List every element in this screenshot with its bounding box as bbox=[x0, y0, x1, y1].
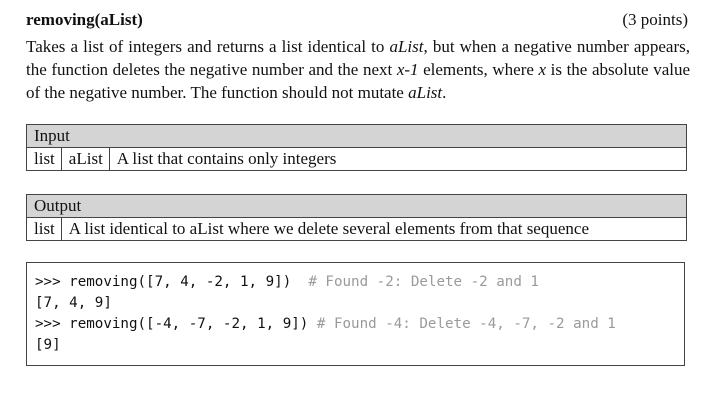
param-name: aList bbox=[62, 148, 110, 170]
return-type: list bbox=[27, 218, 62, 240]
input-table-row bbox=[27, 148, 686, 170]
description-emphasis: x bbox=[538, 60, 547, 79]
code-text: >>> removing([7, 4, -2, 1, 9]) bbox=[35, 274, 309, 290]
code-comment: # Found -4: Delete -4, -7, -2 and 1 bbox=[316, 316, 616, 332]
description-line-1 bbox=[26, 35, 690, 58]
description-text: . bbox=[442, 83, 447, 102]
input-table bbox=[26, 124, 687, 171]
description-emphasis: aList bbox=[408, 83, 443, 102]
code-line bbox=[35, 293, 684, 314]
code-text: [7, 4, 9] bbox=[35, 295, 112, 311]
code-line bbox=[35, 314, 684, 335]
code-line bbox=[35, 335, 684, 356]
input-table-header: Input bbox=[27, 125, 686, 148]
return-description: A list identical to aList where we delete several elements from that sequence bbox=[68, 219, 589, 238]
description-text: Takes a list of integers and returns a list identical to bbox=[26, 37, 390, 56]
problem-header bbox=[26, 10, 688, 34]
description-emphasis: aList bbox=[389, 37, 424, 56]
function-name: removing(aList) bbox=[26, 10, 143, 29]
code-text: >>> removing([-4, -7, -2, 1, 9]) bbox=[35, 316, 317, 332]
code-line bbox=[35, 272, 684, 293]
code-comment: # Found -2: Delete -2 and 1 bbox=[308, 274, 539, 290]
example-code-block bbox=[26, 262, 685, 366]
param-description: A list that contains only integers bbox=[116, 149, 337, 168]
problem-description bbox=[26, 35, 690, 104]
output-table bbox=[26, 194, 687, 241]
code-text: [9] bbox=[35, 337, 61, 353]
points-label: (3 points) bbox=[622, 10, 688, 29]
description-text: the function deletes the negative number and the next bbox=[26, 60, 397, 79]
description-line-2 bbox=[26, 58, 690, 81]
description-text: , but when a negative number appears, bbox=[423, 37, 690, 56]
description-emphasis: x-1 bbox=[396, 60, 419, 79]
description-text: elements, where bbox=[418, 60, 539, 79]
description-line-3 bbox=[26, 81, 690, 104]
output-table-row bbox=[27, 218, 686, 240]
param-type: list bbox=[27, 148, 62, 170]
description-text: is the absolute value bbox=[546, 60, 691, 79]
description-text: of the negative number. The function should not mutate bbox=[26, 83, 409, 102]
output-table-header: Output bbox=[27, 195, 686, 218]
